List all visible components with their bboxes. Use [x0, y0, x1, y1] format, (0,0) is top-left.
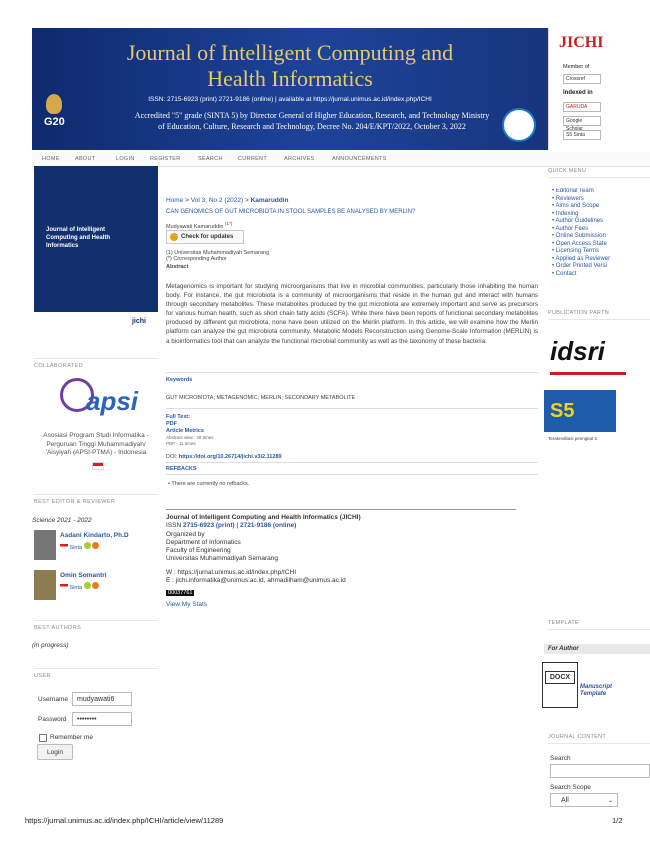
- breadcrumb-home[interactable]: Home: [166, 197, 184, 204]
- apsi-description: Asosiasi Program Studi Informatika - Perguruan Tinggi Muhammadiyah/ 'Aisyiyah (APSI-PTMA) - Indonesia: [43, 432, 149, 456]
- jichi-logo: JICHI: [559, 34, 604, 51]
- nav-search[interactable]: SEARCH: [198, 156, 223, 162]
- apsi-logo-text: apsi: [86, 386, 139, 416]
- password-input[interactable]: ••••••••: [72, 712, 132, 726]
- doi-link[interactable]: https://doi.org/10.26714/jichi.v3i2.11289: [178, 454, 282, 460]
- menu-open-access[interactable]: • Open Access State: [552, 241, 650, 249]
- manuscript-template-link[interactable]: Manuscript Template: [580, 684, 613, 697]
- search-scope-value: All: [561, 797, 569, 804]
- print-footer-page: 1/2: [612, 816, 623, 825]
- username-label: Username: [38, 696, 68, 703]
- abstract-heading: Abstract: [166, 264, 189, 270]
- menu-contact[interactable]: • Contact: [552, 271, 650, 279]
- menu-applied-reviewer[interactable]: • Applied as Reviewer: [552, 256, 650, 264]
- sinta-link-2[interactable]: Sinta: [69, 585, 83, 591]
- author-name[interactable]: Mudyawati Kamaruddin: [166, 223, 224, 230]
- idsri-underline: [550, 372, 626, 375]
- issn-line: ISSN 2715-6923 (print) | 2721-9186 (online): [166, 522, 297, 529]
- university: Universitas Muhammadiyah Semarang: [166, 555, 278, 562]
- idsri-logo[interactable]: [548, 330, 628, 382]
- nav-home[interactable]: HOME: [42, 156, 60, 162]
- sinta-badge[interactable]: S5 Sinta: [563, 130, 601, 140]
- quick-menu-heading: QUICK MENU: [548, 168, 650, 178]
- scopus-icon[interactable]: [92, 542, 99, 549]
- orcid-icon[interactable]: [84, 542, 91, 549]
- full-text-label: Full Text:: [166, 414, 191, 420]
- cover-footer: [34, 312, 158, 342]
- journal-banner: [32, 28, 548, 150]
- menu-online-submission[interactable]: • Online Submission: [552, 233, 650, 241]
- breadcrumb-separator: >: [244, 197, 249, 204]
- divider: [166, 509, 516, 510]
- g20-logo: G20: [44, 116, 65, 128]
- abstract-text: Metagenomics is important for studying microorganisms that live in microbial communities, particularly those inhabiting the human body. For instance, the gut microbiota is a community of microorganisms that reside in the human gut and interact with humans through secondary metabolites. These metabolites produced by the gut microbiota are extremely important and serve as precursors for various human health, such as short chain fatty acids (SCFA). While there have been reports of functional secondary metabolites produced by different gut microbiota, none have been utilized on the Merlin platform. In this article, we will examine how the Merlin platform can analyze the gut microbiota community. Metabolic Models Reconstruction using Genome-Scale Information (MERLIN) is a bioinformatics tool that can analyze the functional microbial community as well as the taxonomy of these bacteria.: [166, 283, 538, 345]
- search-scope-select[interactable]: [550, 793, 618, 807]
- refbacks-heading: REFBACKS: [166, 466, 197, 472]
- g20-emblem-icon: [46, 94, 62, 114]
- cover-title: Journal of Intelligent Computing and Health Informatics: [46, 227, 110, 249]
- editor-badges-1: [60, 542, 99, 551]
- breadcrumb: [166, 197, 289, 204]
- author-line: [166, 221, 232, 230]
- cover-brand: jichi: [131, 318, 146, 325]
- divider: [166, 372, 538, 373]
- docx-icon[interactable]: [542, 662, 578, 708]
- best-authors-heading: BEST AUTHORS: [34, 620, 158, 631]
- breadcrumb-issue[interactable]: Vol 3, No 2 (2022): [190, 197, 244, 204]
- s5-text: S5: [550, 400, 575, 422]
- top-nav: [32, 152, 650, 167]
- doi-line: [166, 454, 282, 460]
- for-author-heading: For Author: [544, 644, 650, 654]
- accreditation-text: [112, 110, 512, 132]
- indonesia-flag-icon: [60, 584, 68, 589]
- organized-by: Organized by: [166, 531, 205, 538]
- article-title: CAN GENOMICS OF GUT MICROBIOTA IN STOOL SAMPLES BE ANALYSED BY MERLIN?: [166, 209, 416, 215]
- template-heading: TEMPLATE: [548, 620, 650, 630]
- issn-prefix: ISSN: [166, 522, 182, 529]
- password-label: Password: [38, 716, 67, 723]
- journal-title-line2: Health Informatics: [207, 66, 373, 91]
- print-footer-url: https://jurnal.unimus.ac.id/index.php/ICHI/article/view/11289: [25, 816, 224, 825]
- search-input[interactable]: [550, 764, 650, 778]
- user-heading: USER: [34, 668, 158, 679]
- idsri-logo-text: idsri: [550, 336, 605, 366]
- department: Department of Informatics: [166, 539, 241, 546]
- email-line: E : jichi.informatika@unimus.ac.id, ahmadilham@unimus.ac.id: [166, 577, 346, 584]
- breadcrumb-separator: >: [185, 197, 189, 204]
- website-line: W : https://jurnal.unimus.ac.id/index.php/ICHI: [166, 569, 297, 576]
- s5-caption: Terakreditasi peringkat 5: [548, 436, 598, 441]
- editor-badges-2: [60, 582, 99, 591]
- keywords-text: GUT MICROBIOTA; METAGENOMIC; MERLIN; SECONDARY METABOLITE: [166, 395, 356, 401]
- faculty: Faculty of Engineering: [166, 547, 231, 554]
- journal-full-name: Journal of Intelligent Computing and Health Informatics (JICHI): [166, 514, 361, 521]
- editor-avatar-1: [34, 530, 56, 560]
- pdf-link[interactable]: PDF: [166, 421, 177, 427]
- refbacks-none-text: There are currently no refbacks.: [171, 481, 250, 487]
- search-scope-label: Search Scope: [550, 784, 591, 791]
- editor-name-1[interactable]: Asdani Kindarto, Ph.D: [60, 532, 129, 539]
- editor-name-2[interactable]: Omin Somantri: [60, 572, 107, 579]
- scopus-icon[interactable]: [92, 582, 99, 589]
- username-input[interactable]: mudyawati6: [72, 692, 132, 706]
- nav-announcements[interactable]: ANNOUNCEMENTS: [332, 156, 387, 162]
- crossmark-icon: [170, 233, 178, 241]
- apsi-logo[interactable]: [60, 378, 150, 428]
- nav-register[interactable]: REGISTER: [150, 156, 181, 162]
- affiliation-2: (*) Corresponding Author: [166, 256, 227, 262]
- breadcrumb-author[interactable]: Kamaruddin: [250, 197, 289, 204]
- author-sup: (1*): [225, 221, 233, 226]
- check-for-updates-button[interactable]: [166, 230, 244, 244]
- journal-cover[interactable]: [34, 166, 158, 342]
- affiliation-1: (1) Universitas Muhammadiyah Semarang: [166, 250, 270, 256]
- divider: [166, 408, 538, 409]
- journal-title-line1: Journal of Intelligent Computing and: [126, 40, 454, 65]
- divider: [166, 474, 538, 475]
- menu-order-printed[interactable]: • Order Printed Versi: [552, 263, 650, 271]
- menu-aims-scope[interactable]: • Aims and Scope: [552, 203, 650, 211]
- menu-author-fees[interactable]: • Author Fees: [552, 226, 650, 234]
- visitor-counter: 00037761: [168, 590, 193, 596]
- divider: [166, 462, 538, 463]
- in-progress-text: (in progress): [32, 642, 69, 649]
- quick-menu-list: [552, 188, 650, 278]
- menu-indexing[interactable]: • Indexing: [552, 211, 650, 219]
- member-of-label: Member of: [563, 64, 590, 70]
- login-button[interactable]: Login: [37, 744, 73, 760]
- indonesia-flag-icon: [92, 462, 104, 470]
- refbacks-none: • There are currently no refbacks.: [168, 481, 250, 487]
- garuda-badge[interactable]: GARUDA: [563, 102, 601, 112]
- remember-checkbox[interactable]: [39, 734, 47, 742]
- ministry-seal-icon: [502, 108, 536, 142]
- scholar-badge[interactable]: Google Scholar: [563, 116, 601, 126]
- editor-avatar-2: [34, 570, 56, 600]
- publication-partner-heading: PUBLICATION PARTN: [548, 310, 650, 320]
- orcid-icon[interactable]: [84, 582, 91, 589]
- crossref-badge[interactable]: Crossref: [563, 74, 601, 84]
- indonesia-flag-icon: [60, 544, 68, 549]
- issn-online-link[interactable]: 2721-9186 (online): [239, 522, 297, 529]
- menu-editorial-team[interactable]: • Editorial Team: [552, 188, 650, 196]
- search-label: Search: [550, 755, 571, 762]
- menu-licensing-terms[interactable]: • Licensing Terms: [552, 248, 650, 256]
- nav-login[interactable]: LOGIN: [116, 156, 135, 162]
- keywords-heading: Keywords: [166, 377, 193, 383]
- journal-content-heading: JOURNAL CONTENT: [548, 734, 650, 744]
- sinta-link-1[interactable]: Sinta: [69, 545, 83, 551]
- collaborated-heading: COLLABORATED: [34, 358, 158, 369]
- pdf-views: PDF - 11 times: [166, 441, 196, 446]
- banner-issn: ISSN: 2715-6923 (print) 2721-9186 (online) | available at https://jurnal.unimus.ac.id/index.php/ICHI: [148, 96, 432, 103]
- science-year: Science 2021 - 2022: [32, 517, 92, 524]
- nav-archives[interactable]: ARCHIVES: [284, 156, 315, 162]
- index-panel: [548, 28, 650, 150]
- abstract-views: Abstract view : 48 times: [166, 435, 214, 440]
- remember-label: Remember me: [50, 734, 93, 741]
- chevron-down-icon: ⌄: [607, 798, 613, 804]
- indexed-in-label: Indexed in: [563, 90, 593, 96]
- nav-about[interactable]: ABOUT: [75, 156, 96, 162]
- sinta-s5-badge[interactable]: [544, 390, 616, 432]
- menu-author-guidelines[interactable]: • Author Guidelines: [552, 218, 650, 226]
- best-editor-heading: BEST EDITOR & REVIEWER: [34, 494, 158, 505]
- docx-label: DOCX: [545, 671, 575, 684]
- accreditation-line1: Accredited "5" grade (SINTA 5) by Director General of Higher Education, Research, and Technology Ministry: [134, 111, 490, 120]
- check-updates-label: Check for updates: [181, 234, 234, 240]
- nav-current[interactable]: CURRENT: [238, 156, 267, 162]
- menu-reviewers[interactable]: • Reviewers: [552, 196, 650, 204]
- article-metrics-heading: Article Metrics: [166, 428, 204, 434]
- doi-label: DOI:: [166, 454, 178, 460]
- issn-print-link[interactable]: 2715-6923 (print): [182, 522, 235, 529]
- view-stats-link[interactable]: View My Stats: [166, 601, 208, 608]
- accreditation-line2: of Education, Culture, Research and Technology, Decree No. 204/E/KPT/2022, October 3, 2022: [158, 122, 466, 131]
